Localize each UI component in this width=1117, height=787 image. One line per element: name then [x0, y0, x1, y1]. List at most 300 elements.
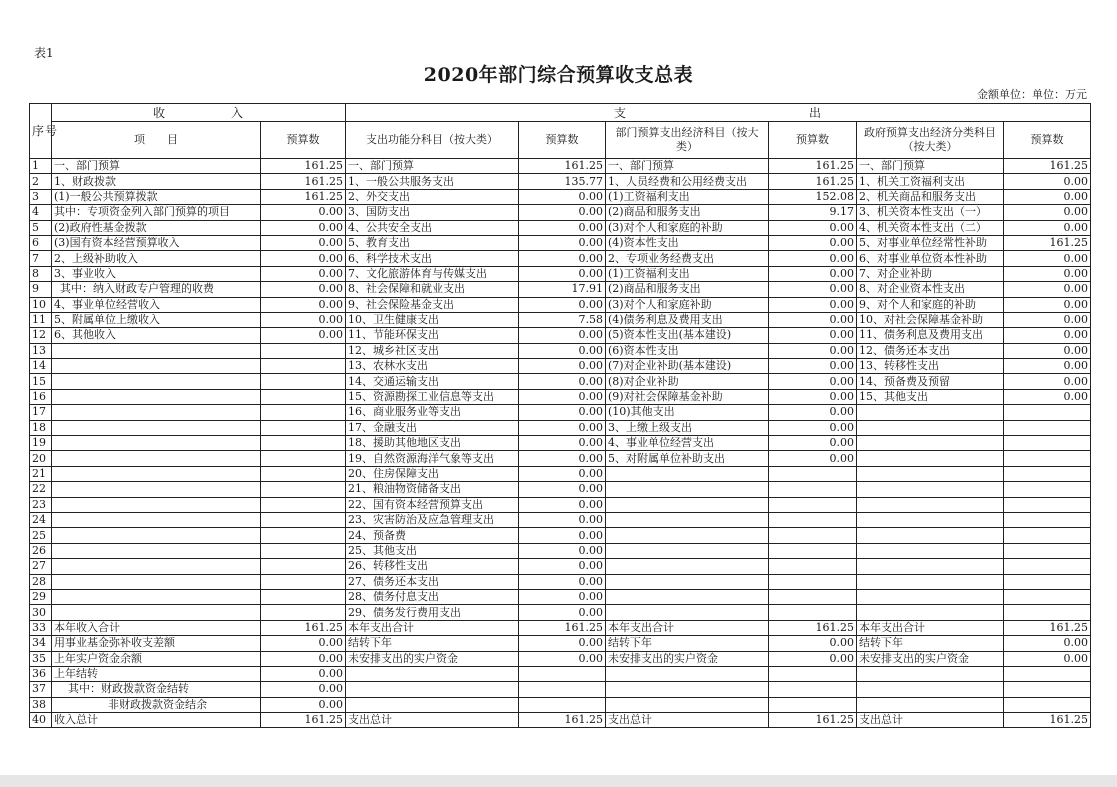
cell-seq: 29: [30, 589, 52, 604]
cell-income-item: 4、事业单位经营收入: [52, 297, 261, 312]
table-row: [30, 451, 1091, 466]
cell-gov-amount: 0.00: [1004, 189, 1091, 204]
cell-gov-item: 本年支出合计: [857, 620, 1004, 635]
cell-dept-item: (6)资本性支出: [606, 343, 769, 358]
cell-income-amount: 0.00: [261, 651, 346, 666]
cell-gov-item: 支出总计: [857, 713, 1004, 728]
cell-gov-item: 11、债务利息及费用支出: [857, 328, 1004, 343]
cell-seq: 37: [30, 682, 52, 697]
cell-income-item: 上年结转: [52, 666, 261, 681]
cell-income-amount: 0.00: [261, 328, 346, 343]
cell-dept-amount: 161.25: [769, 713, 857, 728]
cell-income-item: [52, 559, 261, 574]
table-row: [30, 159, 1091, 174]
cell-func-item: 2、外交支出: [346, 189, 519, 204]
cell-income-item: [52, 359, 261, 374]
cell-dept-item: [606, 682, 769, 697]
cell-dept-amount: 9.17: [769, 205, 857, 220]
cell-gov-amount: [1004, 682, 1091, 697]
cell-dept-amount: 152.08: [769, 189, 857, 204]
table-row: [30, 697, 1091, 712]
cell-func-amount: 0.00: [519, 436, 606, 451]
budget-table: [29, 103, 1091, 728]
cell-func-amount: 0.00: [519, 451, 606, 466]
cell-func-item: 26、转移性支出: [346, 559, 519, 574]
cell-dept-amount: 0.00: [769, 389, 857, 404]
cell-gov-item: 13、转移性支出: [857, 359, 1004, 374]
cell-dept-amount: [769, 512, 857, 527]
table-row: [30, 559, 1091, 574]
cell-dept-item: [606, 559, 769, 574]
table-row: [30, 282, 1091, 297]
cell-func-item: 23、灾害防治及应急管理支出: [346, 512, 519, 527]
table-row: [30, 713, 1091, 728]
cell-func-item: 5、教育支出: [346, 235, 519, 250]
cell-dept-item: [606, 666, 769, 681]
cell-dept-amount: [769, 559, 857, 574]
cell-dept-amount: 0.00: [769, 251, 857, 266]
cell-gov-amount: [1004, 451, 1091, 466]
cell-gov-item: [857, 436, 1004, 451]
cell-func-item: 18、援助其他地区支出: [346, 436, 519, 451]
cell-gov-amount: [1004, 466, 1091, 481]
cell-func-amount: 0.00: [519, 482, 606, 497]
table-row: [30, 436, 1091, 451]
cell-income-amount: [261, 543, 346, 558]
cell-func-item: 17、金融支出: [346, 420, 519, 435]
cell-income-amount: 0.00: [261, 666, 346, 681]
cell-income-item: [52, 466, 261, 481]
cell-func-amount: 7.58: [519, 312, 606, 327]
table-row: [30, 636, 1091, 651]
cell-income-amount: [261, 436, 346, 451]
cell-gov-item: [857, 512, 1004, 527]
cell-income-item: 用事业基金弥补收支差额: [52, 636, 261, 651]
cell-income-amount: 0.00: [261, 282, 346, 297]
cell-func-item: 7、文化旅游体育与传媒支出: [346, 266, 519, 281]
cell-func-item: [346, 697, 519, 712]
cell-func-amount: 0.00: [519, 574, 606, 589]
cell-dept-item: (1)工资福利支出: [606, 266, 769, 281]
cell-dept-item: [606, 512, 769, 527]
cell-dept-amount: 0.00: [769, 312, 857, 327]
cell-income-amount: 0.00: [261, 312, 346, 327]
cell-seq: 4: [30, 205, 52, 220]
cell-seq: 33: [30, 620, 52, 635]
cell-func-item: 24、预备费: [346, 528, 519, 543]
cell-gov-amount: [1004, 589, 1091, 604]
cell-gov-item: [857, 605, 1004, 620]
table-row: [30, 482, 1091, 497]
cell-income-item: [52, 512, 261, 527]
cell-income-item: 一、部门预算: [52, 159, 261, 174]
cell-func-item: 1、一般公共服务支出: [346, 174, 519, 189]
cell-seq: 9: [30, 282, 52, 297]
cell-seq: 14: [30, 359, 52, 374]
cell-gov-amount: [1004, 543, 1091, 558]
bottom-band: [0, 775, 1117, 787]
cell-func-amount: 0.00: [519, 189, 606, 204]
cell-gov-item: 2、机关商品和服务支出: [857, 189, 1004, 204]
cell-dept-item: [606, 528, 769, 543]
cell-func-amount: 0.00: [519, 328, 606, 343]
cell-gov-amount: 0.00: [1004, 651, 1091, 666]
cell-income-item: 5、附属单位上缴收入: [52, 312, 261, 327]
cell-func-amount: 0.00: [519, 512, 606, 527]
header-row-group: [30, 104, 1091, 122]
cell-gov-item: [857, 543, 1004, 558]
cell-seq: 35: [30, 651, 52, 666]
cell-dept-item: (7)对企业补助(基本建设): [606, 359, 769, 374]
cell-dept-amount: 0.00: [769, 405, 857, 420]
cell-income-item: [52, 482, 261, 497]
cell-gov-amount: 0.00: [1004, 282, 1091, 297]
cell-gov-item: 6、对事业单位资本性补助: [857, 251, 1004, 266]
cell-income-item: [52, 605, 261, 620]
cell-seq: 16: [30, 389, 52, 404]
cell-income-amount: [261, 405, 346, 420]
table-row: [30, 528, 1091, 543]
cell-gov-amount: [1004, 512, 1091, 527]
table-body: [30, 159, 1091, 728]
cell-income-item: [52, 528, 261, 543]
cell-seq: 25: [30, 528, 52, 543]
cell-gov-item: 4、机关资本性支出（二）: [857, 220, 1004, 235]
cell-func-amount: 0.00: [519, 266, 606, 281]
cell-func-amount: 0.00: [519, 297, 606, 312]
cell-gov-amount: 161.25: [1004, 159, 1091, 174]
cell-func-item: 15、资源勘探工业信息等支出: [346, 389, 519, 404]
cell-seq: 11: [30, 312, 52, 327]
cell-func-amount: 135.77: [519, 174, 606, 189]
table-row: [30, 466, 1091, 481]
form-label: 表1: [34, 46, 54, 60]
cell-income-amount: [261, 420, 346, 435]
cell-dept-item: [606, 589, 769, 604]
cell-dept-item: [606, 482, 769, 497]
cell-income-item: (3)国有资本经营预算收入: [52, 235, 261, 250]
cell-dept-amount: 0.00: [769, 636, 857, 651]
header-seq: 序号: [30, 104, 52, 159]
cell-seq: 28: [30, 574, 52, 589]
table-row: [30, 205, 1091, 220]
cell-func-item: 本年支出合计: [346, 620, 519, 635]
cell-gov-amount: [1004, 528, 1091, 543]
header-budget-gov: 预算数: [1004, 122, 1091, 159]
cell-income-amount: [261, 343, 346, 358]
cell-income-amount: [261, 574, 346, 589]
cell-income-amount: 0.00: [261, 682, 346, 697]
cell-dept-item: [606, 466, 769, 481]
cell-income-amount: 161.25: [261, 620, 346, 635]
table-row: [30, 543, 1091, 558]
cell-dept-item: (2)商品和服务支出: [606, 205, 769, 220]
cell-func-amount: 0.00: [519, 636, 606, 651]
cell-dept-amount: 0.00: [769, 266, 857, 281]
cell-seq: 36: [30, 666, 52, 681]
cell-gov-item: 一、部门预算: [857, 159, 1004, 174]
cell-dept-amount: 0.00: [769, 420, 857, 435]
cell-seq: 34: [30, 636, 52, 651]
cell-dept-amount: 161.25: [769, 159, 857, 174]
cell-seq: 21: [30, 466, 52, 481]
cell-func-amount: 0.00: [519, 589, 606, 604]
cell-seq: 13: [30, 343, 52, 358]
cell-gov-amount: 161.25: [1004, 620, 1091, 635]
cell-gov-item: [857, 589, 1004, 604]
cell-gov-amount: 161.25: [1004, 713, 1091, 728]
cell-gov-amount: 0.00: [1004, 205, 1091, 220]
header-income: 收 入: [52, 104, 346, 122]
cell-func-item: 8、社会保障和就业支出: [346, 282, 519, 297]
cell-func-item: 支出总计: [346, 713, 519, 728]
header-budget-income: 预算数: [261, 122, 346, 159]
cell-income-amount: [261, 451, 346, 466]
cell-dept-item: (4)债务利息及费用支出: [606, 312, 769, 327]
cell-func-amount: 0.00: [519, 466, 606, 481]
cell-seq: 27: [30, 559, 52, 574]
cell-seq: 20: [30, 451, 52, 466]
table-row: [30, 682, 1091, 697]
table-row: [30, 605, 1091, 620]
cell-dept-amount: [769, 574, 857, 589]
cell-dept-item: (3)对个人和家庭补助: [606, 297, 769, 312]
cell-gov-amount: 0.00: [1004, 312, 1091, 327]
cell-dept-amount: 0.00: [769, 436, 857, 451]
cell-income-amount: [261, 589, 346, 604]
cell-income-amount: 0.00: [261, 266, 346, 281]
cell-dept-item: 5、对附属单位补助支出: [606, 451, 769, 466]
cell-gov-item: 8、对企业资本性支出: [857, 282, 1004, 297]
cell-dept-amount: [769, 466, 857, 481]
cell-gov-item: 14、预备费及预留: [857, 374, 1004, 389]
cell-income-amount: 161.25: [261, 713, 346, 728]
cell-func-amount: 0.00: [519, 343, 606, 358]
page-title: 2020年部门综合预算收支总表: [423, 64, 694, 86]
cell-income-amount: [261, 482, 346, 497]
cell-func-item: 16、商业服务业等支出: [346, 405, 519, 420]
cell-income-item: 上年实户资金余额: [52, 651, 261, 666]
cell-func-amount: 17.91: [519, 282, 606, 297]
cell-seq: 15: [30, 374, 52, 389]
cell-gov-amount: [1004, 697, 1091, 712]
cell-gov-amount: [1004, 497, 1091, 512]
table-row: [30, 174, 1091, 189]
cell-dept-item: (5)资本性支出(基本建设): [606, 328, 769, 343]
cell-income-amount: 0.00: [261, 205, 346, 220]
header-budget-func: 预算数: [519, 122, 606, 159]
cell-seq: 12: [30, 328, 52, 343]
cell-income-amount: 0.00: [261, 235, 346, 250]
table-row: [30, 420, 1091, 435]
cell-gov-amount: [1004, 574, 1091, 589]
cell-func-item: 3、国防支出: [346, 205, 519, 220]
cell-income-amount: [261, 359, 346, 374]
cell-gov-item: [857, 482, 1004, 497]
cell-income-item: [52, 343, 261, 358]
cell-income-item: 非财政拨款资金结余: [52, 697, 261, 712]
cell-func-amount: 0.00: [519, 497, 606, 512]
cell-gov-item: [857, 682, 1004, 697]
cell-func-amount: [519, 666, 606, 681]
cell-func-item: 29、债务发行费用支出: [346, 605, 519, 620]
cell-dept-amount: [769, 682, 857, 697]
table-row: [30, 297, 1091, 312]
table-row: [30, 374, 1091, 389]
unit-label: 金额单位：单位：万元: [977, 88, 1087, 101]
cell-gov-item: 1、机关工资福利支出: [857, 174, 1004, 189]
cell-income-item: 2、上级补助收入: [52, 251, 261, 266]
cell-gov-item: [857, 666, 1004, 681]
cell-gov-item: [857, 466, 1004, 481]
cell-seq: 22: [30, 482, 52, 497]
cell-income-amount: [261, 374, 346, 389]
cell-gov-amount: [1004, 420, 1091, 435]
cell-func-amount: 0.00: [519, 420, 606, 435]
cell-dept-item: (2)商品和服务支出: [606, 282, 769, 297]
cell-func-amount: 161.25: [519, 159, 606, 174]
cell-income-amount: [261, 512, 346, 527]
table-row: [30, 343, 1091, 358]
cell-gov-item: [857, 497, 1004, 512]
cell-func-item: 21、粮油物资储备支出: [346, 482, 519, 497]
cell-dept-amount: 0.00: [769, 359, 857, 374]
cell-dept-item: [606, 605, 769, 620]
table-row: [30, 266, 1091, 281]
cell-income-item: [52, 543, 261, 558]
cell-seq: 8: [30, 266, 52, 281]
cell-income-amount: [261, 559, 346, 574]
cell-func-item: 未安排支出的实户资金: [346, 651, 519, 666]
cell-income-amount: [261, 466, 346, 481]
cell-dept-amount: 0.00: [769, 451, 857, 466]
header-item: 项 目: [52, 122, 261, 159]
cell-dept-amount: [769, 543, 857, 558]
cell-func-item: 28、债务付息支出: [346, 589, 519, 604]
cell-func-item: 结转下年: [346, 636, 519, 651]
cell-dept-amount: 0.00: [769, 220, 857, 235]
cell-gov-amount: [1004, 482, 1091, 497]
table-row: [30, 574, 1091, 589]
cell-income-item: [52, 436, 261, 451]
table-row: [30, 512, 1091, 527]
header-expense: 支 出: [346, 104, 1091, 122]
cell-seq: 23: [30, 497, 52, 512]
cell-income-item: [52, 389, 261, 404]
cell-dept-item: [606, 697, 769, 712]
cell-income-item: [52, 451, 261, 466]
table-row: [30, 620, 1091, 635]
cell-gov-item: [857, 574, 1004, 589]
cell-gov-amount: [1004, 559, 1091, 574]
cell-income-item: 其中：纳入财政专户管理的收费: [52, 282, 261, 297]
cell-gov-item: [857, 451, 1004, 466]
cell-seq: 2: [30, 174, 52, 189]
cell-func-amount: 0.00: [519, 405, 606, 420]
cell-income-amount: 0.00: [261, 220, 346, 235]
cell-dept-amount: [769, 497, 857, 512]
cell-func-item: 22、国有资本经营预算支出: [346, 497, 519, 512]
cell-func-amount: 0.00: [519, 605, 606, 620]
cell-income-item: 本年收入合计: [52, 620, 261, 635]
cell-func-item: 25、其他支出: [346, 543, 519, 558]
cell-gov-item: [857, 697, 1004, 712]
cell-income-item: (1)一般公共预算拨款: [52, 189, 261, 204]
cell-income-item: [52, 497, 261, 512]
cell-income-item: [52, 420, 261, 435]
cell-seq: 1: [30, 159, 52, 174]
cell-gov-item: 9、对个人和家庭的补助: [857, 297, 1004, 312]
cell-func-amount: 0.00: [519, 220, 606, 235]
cell-gov-amount: [1004, 436, 1091, 451]
cell-seq: 5: [30, 220, 52, 235]
cell-dept-amount: 0.00: [769, 374, 857, 389]
cell-gov-item: [857, 405, 1004, 420]
cell-dept-item: 本年支出合计: [606, 620, 769, 635]
table-row: [30, 251, 1091, 266]
cell-func-item: 11、节能环保支出: [346, 328, 519, 343]
cell-dept-item: (10)其他支出: [606, 405, 769, 420]
cell-dept-amount: 0.00: [769, 343, 857, 358]
cell-dept-amount: 161.25: [769, 620, 857, 635]
cell-seq: 7: [30, 251, 52, 266]
cell-func-amount: 0.00: [519, 389, 606, 404]
cell-dept-amount: [769, 697, 857, 712]
cell-dept-item: 4、事业单位经营支出: [606, 436, 769, 451]
cell-dept-item: 结转下年: [606, 636, 769, 651]
cell-seq: 10: [30, 297, 52, 312]
table-row: [30, 497, 1091, 512]
cell-func-amount: 0.00: [519, 251, 606, 266]
cell-gov-item: 15、其他支出: [857, 389, 1004, 404]
cell-dept-item: 3、上缴上级支出: [606, 420, 769, 435]
cell-dept-amount: [769, 589, 857, 604]
cell-func-amount: 0.00: [519, 374, 606, 389]
cell-dept-amount: 0.00: [769, 651, 857, 666]
cell-func-item: 6、科学技术支出: [346, 251, 519, 266]
cell-dept-amount: [769, 605, 857, 620]
cell-income-amount: [261, 605, 346, 620]
cell-dept-item: (3)对个人和家庭的补助: [606, 220, 769, 235]
cell-func-amount: 161.25: [519, 713, 606, 728]
cell-func-item: 20、住房保障支出: [346, 466, 519, 481]
cell-dept-amount: 0.00: [769, 235, 857, 250]
cell-income-amount: [261, 389, 346, 404]
cell-dept-item: [606, 497, 769, 512]
table-row: [30, 651, 1091, 666]
cell-func-amount: [519, 697, 606, 712]
cell-dept-amount: 0.00: [769, 297, 857, 312]
cell-func-amount: 0.00: [519, 528, 606, 543]
cell-income-item: 1、财政拨款: [52, 174, 261, 189]
table-row: [30, 220, 1091, 235]
cell-dept-item: (8)对企业补助: [606, 374, 769, 389]
cell-seq: 17: [30, 405, 52, 420]
cell-gov-item: 5、对事业单位经常性补助: [857, 235, 1004, 250]
cell-income-item: 6、其他收入: [52, 328, 261, 343]
cell-func-amount: 0.00: [519, 205, 606, 220]
cell-func-item: 27、债务还本支出: [346, 574, 519, 589]
cell-gov-amount: 0.00: [1004, 343, 1091, 358]
cell-seq: 6: [30, 235, 52, 250]
table-row: [30, 235, 1091, 250]
cell-dept-item: 2、专项业务经费支出: [606, 251, 769, 266]
cell-dept-amount: 161.25: [769, 174, 857, 189]
cell-dept-item: 支出总计: [606, 713, 769, 728]
cell-seq: 19: [30, 436, 52, 451]
cell-func-item: [346, 666, 519, 681]
cell-gov-amount: 0.00: [1004, 266, 1091, 281]
